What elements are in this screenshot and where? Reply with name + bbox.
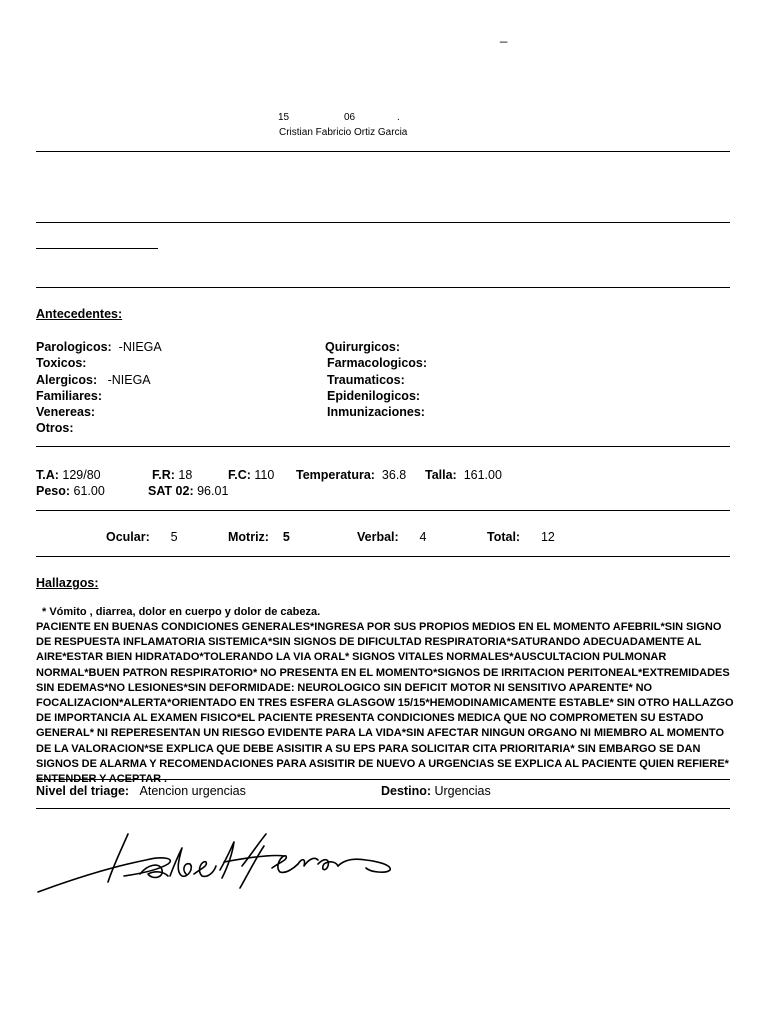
hallazgos-symptoms: * Vómito , diarrea, dolor en cuerpo y dolor de cabeza. <box>42 606 321 618</box>
divider <box>36 510 730 511</box>
divider <box>36 446 730 447</box>
glasgow-total: Total: 12 <box>487 530 555 544</box>
hallazgos-text: PACIENTE EN BUENAS CONDICIONES GENERALES*INGRESA POR SUS PROPIOS MEDIOS EN EL MOMENTO AFEBRIL*SIN SIGNO DE RESPUESTA INFLAMATORIA SISTEMICA*SIN SIGNOS DE DIFICULTAD RESPIRATORIA*SATURANDO ADECUADAMENTE AL AIRE*ESTAR BIEN HIDRATADO*TOLERANDO LA VIA ORAL* SIGNOS VITALES NORMALES*AUSCULTACION PULMONAR NORMAL*BUEN PATRON RESPIRATORIO* NO PRESENTA EN EL MOMENTO*SIGNOS DE IRRITACION PERITONEAL*EXTREMIDADES SIN EDEMAS*NO LESIONES*SIN DEFORMIDADE: NEUROLOGICO SIN DEFICIT MOTOR NI SENSITIVO APARENTE* NO FOCALIZACION*ALERTA*ORIENTADO EN TRES ESFERA GLASGOW 15/15*HEMODINAMICAMENTE ESTABLE* SIN OTRO HALLAZGO DE IMPORTANCIA AL EXAMEN FISICO*EL PACIENTE PRESENTA CONDICIONES MEDICA QUE NO COMPROMETEN SU ESTADO GENERAL* NI REPERESENTAN UN RIESGO EVIDENTE PARA LA VIDA*SIN AFECTAR NINGUN ORGANO NI MIEMBRO AL MOMENTO DE LA VALORACION*SE EXPLICA QUE DEBE ASISITIR A SU EPS PARA SOLICITAR CITA PRIORITARIA* SIN EMBARGO SE DAN SIGNOS DE ALARMA Y RECOMENDACIONES PARA ASISITIR DE NUEVO A URGENCIAS SE EXPLICA AL PACIENTE QUIEN REFIERE* ENTENDER Y ACEPTAR . <box>36 621 734 786</box>
date-day: 15 <box>278 112 290 123</box>
antecedente-venereas: Venereas: <box>36 405 96 419</box>
antecedente-alergicos: Alergicos: -NIEGA <box>36 373 151 387</box>
glasgow-ocular: Ocular: 5 <box>106 530 178 544</box>
divider <box>36 287 730 288</box>
antecedentes-title: Antecedentes: <box>36 307 123 321</box>
antecedente-epidenilogicos: Epidenilogicos: <box>327 389 421 403</box>
divider <box>36 151 730 152</box>
vital-talla: Talla: 161.00 <box>425 468 502 482</box>
antecedente-familiares: Familiares: <box>36 389 103 403</box>
vital-fr: F.R: 18 <box>152 468 193 482</box>
antecedente-traumaticos: Traumaticos: <box>327 373 405 387</box>
glasgow-motriz: Motriz: 5 <box>228 530 290 544</box>
antecedente-quirurgicos: Quirurgicos: <box>325 340 401 354</box>
antecedente-inmunizaciones: Inmunizaciones: <box>327 405 425 419</box>
triage-nivel: Nivel del triage: Atencion urgencias <box>36 784 246 798</box>
divider <box>36 808 730 809</box>
date-month: 06 <box>344 112 356 123</box>
antecedente-farmacologicos: Farmacologicos: <box>327 356 428 370</box>
divider <box>36 222 730 223</box>
divider <box>36 779 730 780</box>
vital-temperatura: Temperatura: 36.8 <box>296 468 407 482</box>
signature <box>36 826 406 900</box>
vital-ta: T.A: 129/80 <box>36 468 101 482</box>
antecedente-toxicos: Toxicos: <box>36 356 87 370</box>
divider <box>36 556 730 557</box>
triage-destino: Destino: Urgencias <box>381 784 491 798</box>
vital-sat: SAT 02: 96.01 <box>148 484 229 498</box>
hallazgos-title: Hallazgos: <box>36 576 99 590</box>
vital-peso: Peso: 61.00 <box>36 484 105 498</box>
vital-fc: F.C: 110 <box>228 468 275 482</box>
date-dot: . <box>397 112 400 123</box>
doctor-name: Cristian Fabricio Ortiz Garcia <box>279 127 408 138</box>
header-dash: _ <box>500 28 508 43</box>
antecedente-parologicos: Parologicos: -NIEGA <box>36 340 162 354</box>
divider-short <box>36 248 158 249</box>
glasgow-verbal: Verbal: 4 <box>357 530 427 544</box>
antecedente-otros: Otros: <box>36 421 74 435</box>
